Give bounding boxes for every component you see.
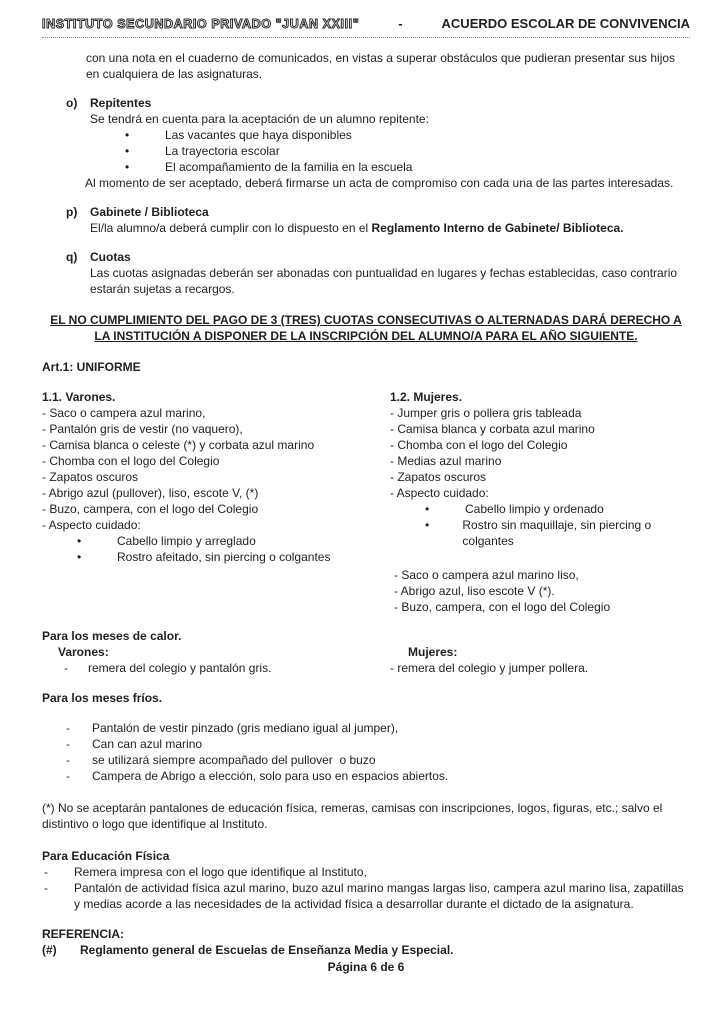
section-educacion-fisica bbox=[42, 848, 690, 912]
section-meses-calor bbox=[42, 628, 690, 676]
section-repitentes bbox=[66, 95, 690, 175]
dash-marker: - bbox=[66, 737, 70, 751]
frios-item bbox=[66, 768, 690, 784]
uniform-item: - Saco o campera azul marino liso, bbox=[394, 568, 579, 582]
bullet-text: • Rostro sin maquillaje, sin piercing o colgantes bbox=[462, 518, 652, 548]
bullet-item bbox=[117, 127, 690, 143]
section-body bbox=[90, 111, 690, 175]
intro-paragraph: con una nota en el cuaderno de comunicados, en vistas a superar obstáculos que pudieran presentar sus hijos en cualquiera de las asignaturas. bbox=[86, 51, 676, 81]
referencia-title: REFERENCIA: bbox=[42, 927, 125, 941]
uniform-item: - Pantalón gris de vestir (no vaquero), bbox=[42, 422, 243, 436]
frios-item bbox=[66, 720, 690, 736]
aspect-bullet bbox=[69, 549, 390, 565]
uniform-columns bbox=[42, 389, 690, 615]
edfis-item bbox=[42, 880, 690, 912]
frios-item-text: Campera de Abrigo a elección, solo para uso en espacios abiertos. bbox=[92, 769, 449, 783]
uniform-item: - Buzo, campera, con el logo del Colegio bbox=[42, 502, 259, 516]
uniform-item: - Camisa blanca y corbata azul marino bbox=[390, 422, 595, 436]
gabinete-body-text: El/la alumno/a deberá cumplir con lo dispuesto en el bbox=[90, 221, 372, 235]
frios-item bbox=[66, 736, 690, 752]
calor-mujeres bbox=[390, 644, 690, 676]
aspect-bullet bbox=[417, 501, 690, 517]
section-meses-frios bbox=[42, 690, 690, 784]
frios-item-text: Can can azul marino bbox=[92, 737, 203, 751]
bullet-text: • Cabello limpio y ordenado bbox=[465, 502, 604, 516]
educacion-fisica-title: Para Educación Física bbox=[42, 849, 170, 863]
frios-item-text: se utilizará siempre acompañado del pullover o buzo bbox=[92, 753, 376, 767]
referencia-line bbox=[42, 942, 690, 958]
repitentes-footer: Al momento de ser aceptado, deberá firmarse un acta de compromiso con cada una de las partes interesadas. bbox=[85, 176, 674, 190]
section-cuotas bbox=[66, 249, 690, 297]
bullet-item bbox=[117, 159, 690, 175]
section-referencia bbox=[42, 926, 690, 958]
uniform-item: - Zapatos oscuros bbox=[390, 470, 487, 484]
document-title: ACUERDO ESCOLAR DE CONVIVENCIA bbox=[441, 16, 690, 31]
uniform-mujeres-column bbox=[390, 389, 690, 615]
uniform-item: - Jumper gris o pollera gris tableada bbox=[390, 406, 582, 420]
calor-varones-text: remera del colegio y pantalón gris. bbox=[88, 661, 272, 675]
section-letter: p) bbox=[66, 205, 78, 219]
aspect-bullet bbox=[69, 533, 390, 549]
uniform-item: - Chomba con el logo del Colegio bbox=[390, 438, 568, 452]
uniform-item: - Saco o campera azul marino, bbox=[42, 406, 206, 420]
calor-columns bbox=[42, 644, 690, 676]
bullet-text: • Cabello limpio y arreglado bbox=[117, 534, 256, 548]
hash-marker: (#) bbox=[42, 943, 57, 957]
uniform-item: - Camisa blanca o celeste (*) y corbata azul marino bbox=[42, 438, 315, 452]
dash-marker: - bbox=[66, 753, 70, 767]
calor-varones-item bbox=[64, 660, 390, 676]
calor-mujeres-label: Mujeres: bbox=[408, 645, 458, 659]
repitentes-intro: Se tendrá en cuenta para la aceptación de un alumno repitente: bbox=[90, 112, 429, 126]
edfis-item bbox=[42, 864, 690, 880]
mujeres-extra-list bbox=[390, 567, 690, 615]
asterisk-note: (*) No se aceptarán pantalones de educación física, remeras, camisas con inscripciones, logos, figuras, etc.; salvo el distintivo o logo que identifique al Instituto. bbox=[42, 801, 663, 831]
page-header bbox=[42, 16, 690, 38]
section-title: Gabinete / Biblioteca bbox=[90, 205, 209, 219]
varones-aspect-list bbox=[69, 533, 390, 565]
frios-item-text: Pantalón de vestir pinzado (gris mediano igual al jumper), bbox=[92, 721, 399, 735]
bullet-text: • Rostro afeitado, sin piercing o colgantes bbox=[117, 550, 331, 564]
uniform-item: - Abrigo azul, liso escote V (*). bbox=[394, 584, 555, 598]
uniform-item: - Aspecto cuidado: bbox=[42, 518, 141, 532]
bullet-item bbox=[117, 143, 690, 159]
aspect-bullet bbox=[417, 517, 690, 549]
dash-marker: - bbox=[64, 661, 68, 675]
mujeres-aspect-list bbox=[417, 501, 690, 549]
uniform-item: - Zapatos oscuros bbox=[42, 470, 139, 484]
payment-warning-banner: EL NO CUMPLIMIENTO DEL PAGO DE 3 (TRES) CUOTAS CONSECUTIVAS O ALTERNADAS DARÁ DERECHO A LA INSTITUCIÓN A DISPONER DE LA INSCRIPCIÓN DEL ALUMNO/A PARA EL AÑO SIGUIENTE. bbox=[50, 313, 682, 343]
bullet-text: • La trayectoria escolar bbox=[165, 144, 280, 158]
edfis-item-text: Pantalón de actividad física azul marino, buzo azul marino mangas largas liso, campera azul marino lisa, zapatillas y medias acorde a las necesidades de la actividad física a desarrollar durante el dictado de la asignatura. bbox=[74, 881, 691, 911]
uniform-item: - Abrigo azul (pullover), liso, escote V, (*) bbox=[42, 486, 259, 500]
edfis-item-text: Remera impresa con el logo que identifique al Instituto, bbox=[74, 865, 367, 879]
calor-title: Para los meses de calor. bbox=[42, 629, 182, 643]
section-letter: q) bbox=[66, 250, 78, 264]
uniform-varones-column bbox=[42, 389, 390, 615]
calor-mujeres-item: - remera del colegio y jumper pollera. bbox=[390, 661, 589, 675]
uniform-mujeres-title: 1.2. Mujeres. bbox=[390, 390, 463, 404]
referencia-text: Reglamento general de Escuelas de Enseñanza Media y Especial. bbox=[80, 943, 454, 957]
frios-list bbox=[66, 720, 690, 784]
uniform-item: - Aspecto cuidado: bbox=[390, 486, 489, 500]
uniform-varones-list bbox=[42, 405, 390, 533]
uniform-varones-title: 1.1. Varones. bbox=[42, 390, 116, 404]
dash-marker: - bbox=[66, 721, 70, 735]
uniform-item: - Chomba con el logo del Colegio bbox=[42, 454, 220, 468]
gabinete-body bbox=[90, 220, 690, 236]
educacion-fisica-list bbox=[42, 864, 690, 912]
dash-marker: - bbox=[66, 769, 70, 783]
frios-item bbox=[66, 752, 690, 768]
repitentes-bullet-list bbox=[117, 127, 690, 175]
uniform-mujeres-list bbox=[390, 405, 690, 501]
page-number: Página 6 de 6 bbox=[327, 960, 405, 974]
section-letter: o) bbox=[66, 96, 78, 110]
dash-marker: - bbox=[44, 865, 48, 879]
calor-varones bbox=[42, 644, 390, 676]
section-gabinete bbox=[66, 204, 690, 236]
uniform-item: - Medias azul marino bbox=[390, 454, 502, 468]
calor-varones-label: Varones: bbox=[58, 645, 109, 659]
bullet-text: • Las vacantes que haya disponibles bbox=[165, 128, 352, 142]
frios-title: Para los meses fríos. bbox=[42, 691, 163, 705]
header-separator: - bbox=[398, 16, 403, 31]
uniform-item: - Buzo, campera, con el logo del Colegio bbox=[394, 600, 611, 614]
article-1-title: Art.1: UNIFORME bbox=[42, 360, 141, 374]
cuotas-body: Las cuotas asignadas deberán ser abonadas con puntualidad en lugares y fechas establecidas, caso contrario estarán sujetas a recargos. bbox=[90, 266, 678, 296]
section-title: Repitentes bbox=[90, 96, 152, 110]
bullet-text: • El acompañamiento de la familia en la escuela bbox=[165, 160, 413, 174]
section-title: Cuotas bbox=[90, 250, 131, 264]
gabinete-body-bold: Reglamento Interno de Gabinete/ Biblioteca. bbox=[371, 221, 624, 235]
dash-marker: - bbox=[44, 881, 48, 895]
school-name-title: INSTITUTO SECUNDARIO PRIVADO "JUAN XXIII" bbox=[42, 17, 360, 31]
